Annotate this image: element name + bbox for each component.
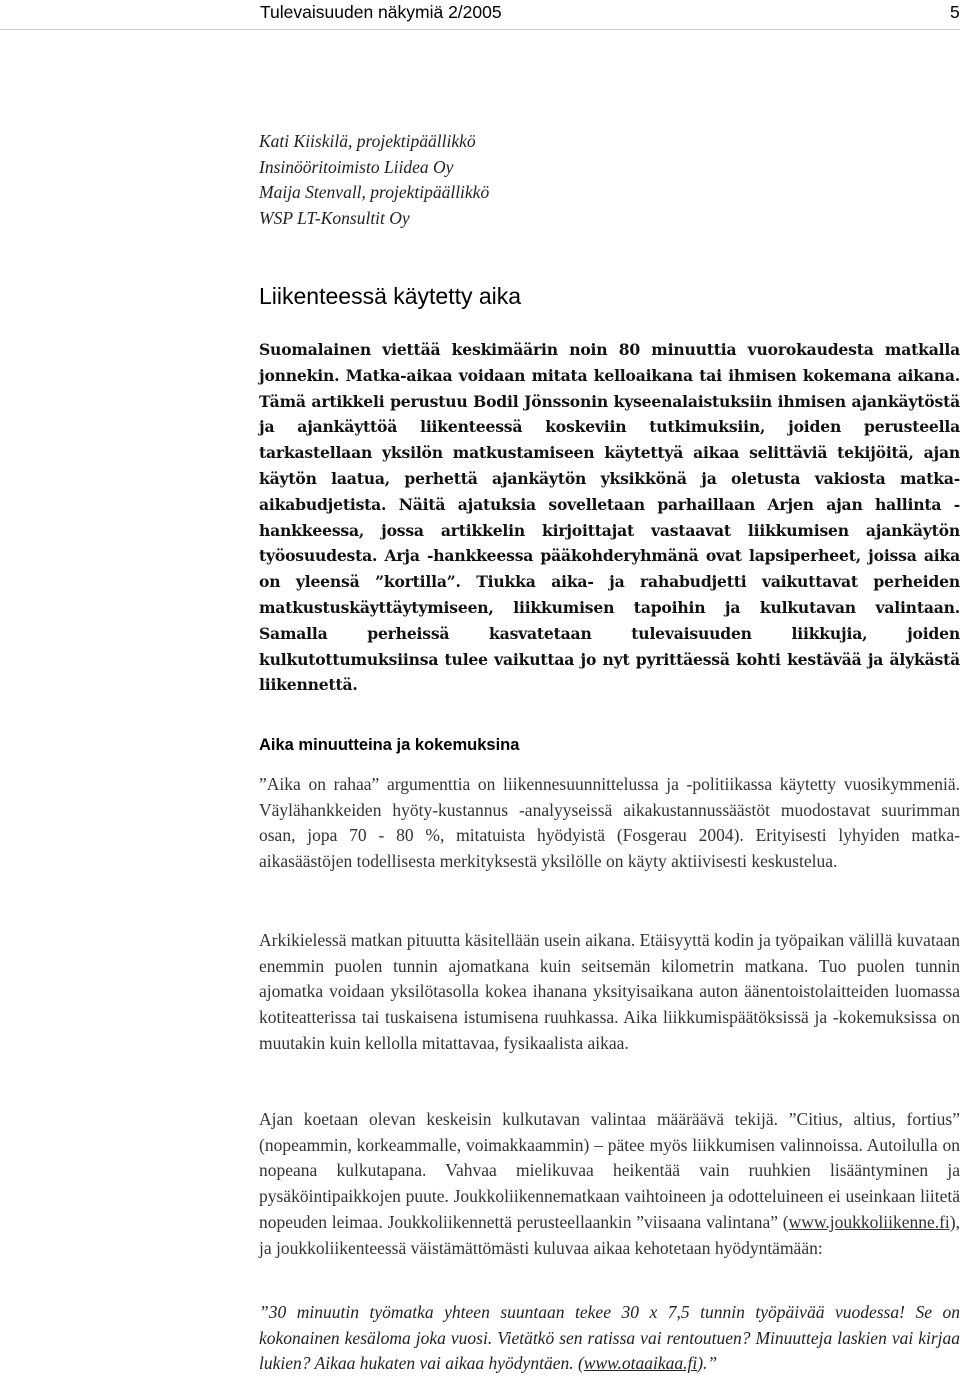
page-header xyxy=(0,0,960,30)
body-paragraph: ”Aika on rahaa” argumenttia on liikennesuunnittelussa ja -politiikassa käytetty vuosikymmeniä. Väylähankkeiden hyöty-kustannus -analyyseissä aikakustannussäästöt muodostavat suurimman osan, jopa 70 - 80 %, mitatuista hyödyistä (Fosgerau 2004). Erityisesti lyhyiden matka-aikasäästöjen todellisesta merkityksestä yksilölle on käyty aktiivisesti keskustelua. xyxy=(259,774,960,872)
author-name: Kati Kiiskilä, projektipäällikkö xyxy=(259,131,476,151)
otaaikaa-link[interactable]: www.otaaikaa.fi xyxy=(583,1353,698,1374)
author-affiliation: Insinööritoimisto Liidea Oy xyxy=(259,156,454,177)
quote-text: ”30 minuutin työmatka yhteen suuntaan tekee 30 x 7,5 tunnin työpäivää vuodessa! Se on kokonainen kesäloma joka vuosi. Vietätkö sen ratissa vai rentoutuen? Minuutteja laskien vai kirjaa lukien? Aikaa hukaten vai aikaa hyödyntäen. ( xyxy=(259,1302,960,1374)
author-block xyxy=(259,129,959,231)
quote-text: ).” xyxy=(697,1353,718,1374)
header-divider xyxy=(0,29,960,30)
publication-title: Tulevaisuuden näkymiä 2/2005 xyxy=(260,2,502,22)
body-paragraph: Arkikielessä matkan pituutta käsitellään usein aikana. Etäisyyttä kodin ja työpaikan välillä kuvataan enemmin puolen tunnin ajomatkana kuin seitsemän kilometrin matkana. Tuo puolen tunnin ajomatka voidaan yksilötasolla kokea ihanana yksityisaikana auton äänentoistolaitteiden luomassa kotiteatterissa tai tuskaisena istumisena ruuhkassa. Aika liikkumispäätöksissä ja -kokemuksissa on muutakin kuin kellolla mitattavaa, fysikaalista aikaa. xyxy=(259,930,960,1053)
body-paragraph xyxy=(259,1107,960,1261)
author-affiliation: WSP LT-Konsultit Oy xyxy=(259,207,410,228)
author-name: Maija Stenvall, projektipäällikkö xyxy=(259,182,490,202)
paragraph-text: Ajan koetaan olevan keskeisin kulkutavan valintaa määräävä tekijä. ”Citius, altius, fortius” (nopeammin, korkeammalle, voimakkaammin) – pätee myös liikkumisen valinnoissa. Autoilulla on nopeana kulkutapana. Vahvaa mielikuvaa heikentää vain ruuhkien lisääntyminen ja pysäköintipaikkojen puute. Joukkoliikennematkaan vaihtoineen ja odotteluineen ei useinkaan liitetä nopeuden leimaa. Joukkoliikennettä perusteellaankin ”viisaana valintana” ( xyxy=(259,1109,960,1232)
article-lead: Suomalainen viettää keskimäärin noin 80 minuuttia vuorokaudesta matkalla jonnekin. Matka-aikaa voidaan mitata kelloaikana tai ihmisen kokemana aikana. Tämä artikkeli perustuu Bodil Jönssonin kyseenalaistuksiin ihmisen ajankäytöstä ja ajankäyttöä liikenteessä koskeviin tutkimuksiin, joiden perusteella tarkastellaan yksilön matkustamiseen käytettyä aikaa selittäviä tekijöitä, ajan käytön laatua, perhettä ajankäytön yksikkönä ja oletusta vakiosta matka-aikabudjetista. Näitä ajatuksia sovelletaan parhaillaan Arjen ajan hallinta -hankkeessa, jossa artikkelin kirjoittajat vastaavat liikkumisen ajankäytön työosuudesta. Arja -hankkeessa pääkohderyhmänä ovat lapsiperheet, joissa aika on yleensä ”kortilla”. Tiukka aika- ja rahabudjetti vaikuttavat perheiden matkustuskäyttäytymiseen, liikkumisen tapoihin ja kulkutavan valintaan. Samalla perheissä kasvatetaan tulevaisuuden liikkujia, joiden kulkutottumuksiinsa tulee vaikuttaa jo nyt pyrittäessä kohti kestävää ja älykästä liikennettä. xyxy=(259,340,960,695)
page-number: 5 xyxy=(950,2,960,22)
article-title: Liikenteessä käytetty aika xyxy=(259,283,522,309)
quote-paragraph xyxy=(259,1300,960,1377)
section-title: Aika minuutteina ja kokemuksina xyxy=(259,736,520,754)
paragraph-text: ), ja joukkoliikenteessä väistämättömästi kuluvaa aikaa kehotetaan hyödyntämään: xyxy=(259,1211,960,1258)
joukkoliikenne-link[interactable]: www.joukkoliikenne.fi xyxy=(788,1211,950,1232)
